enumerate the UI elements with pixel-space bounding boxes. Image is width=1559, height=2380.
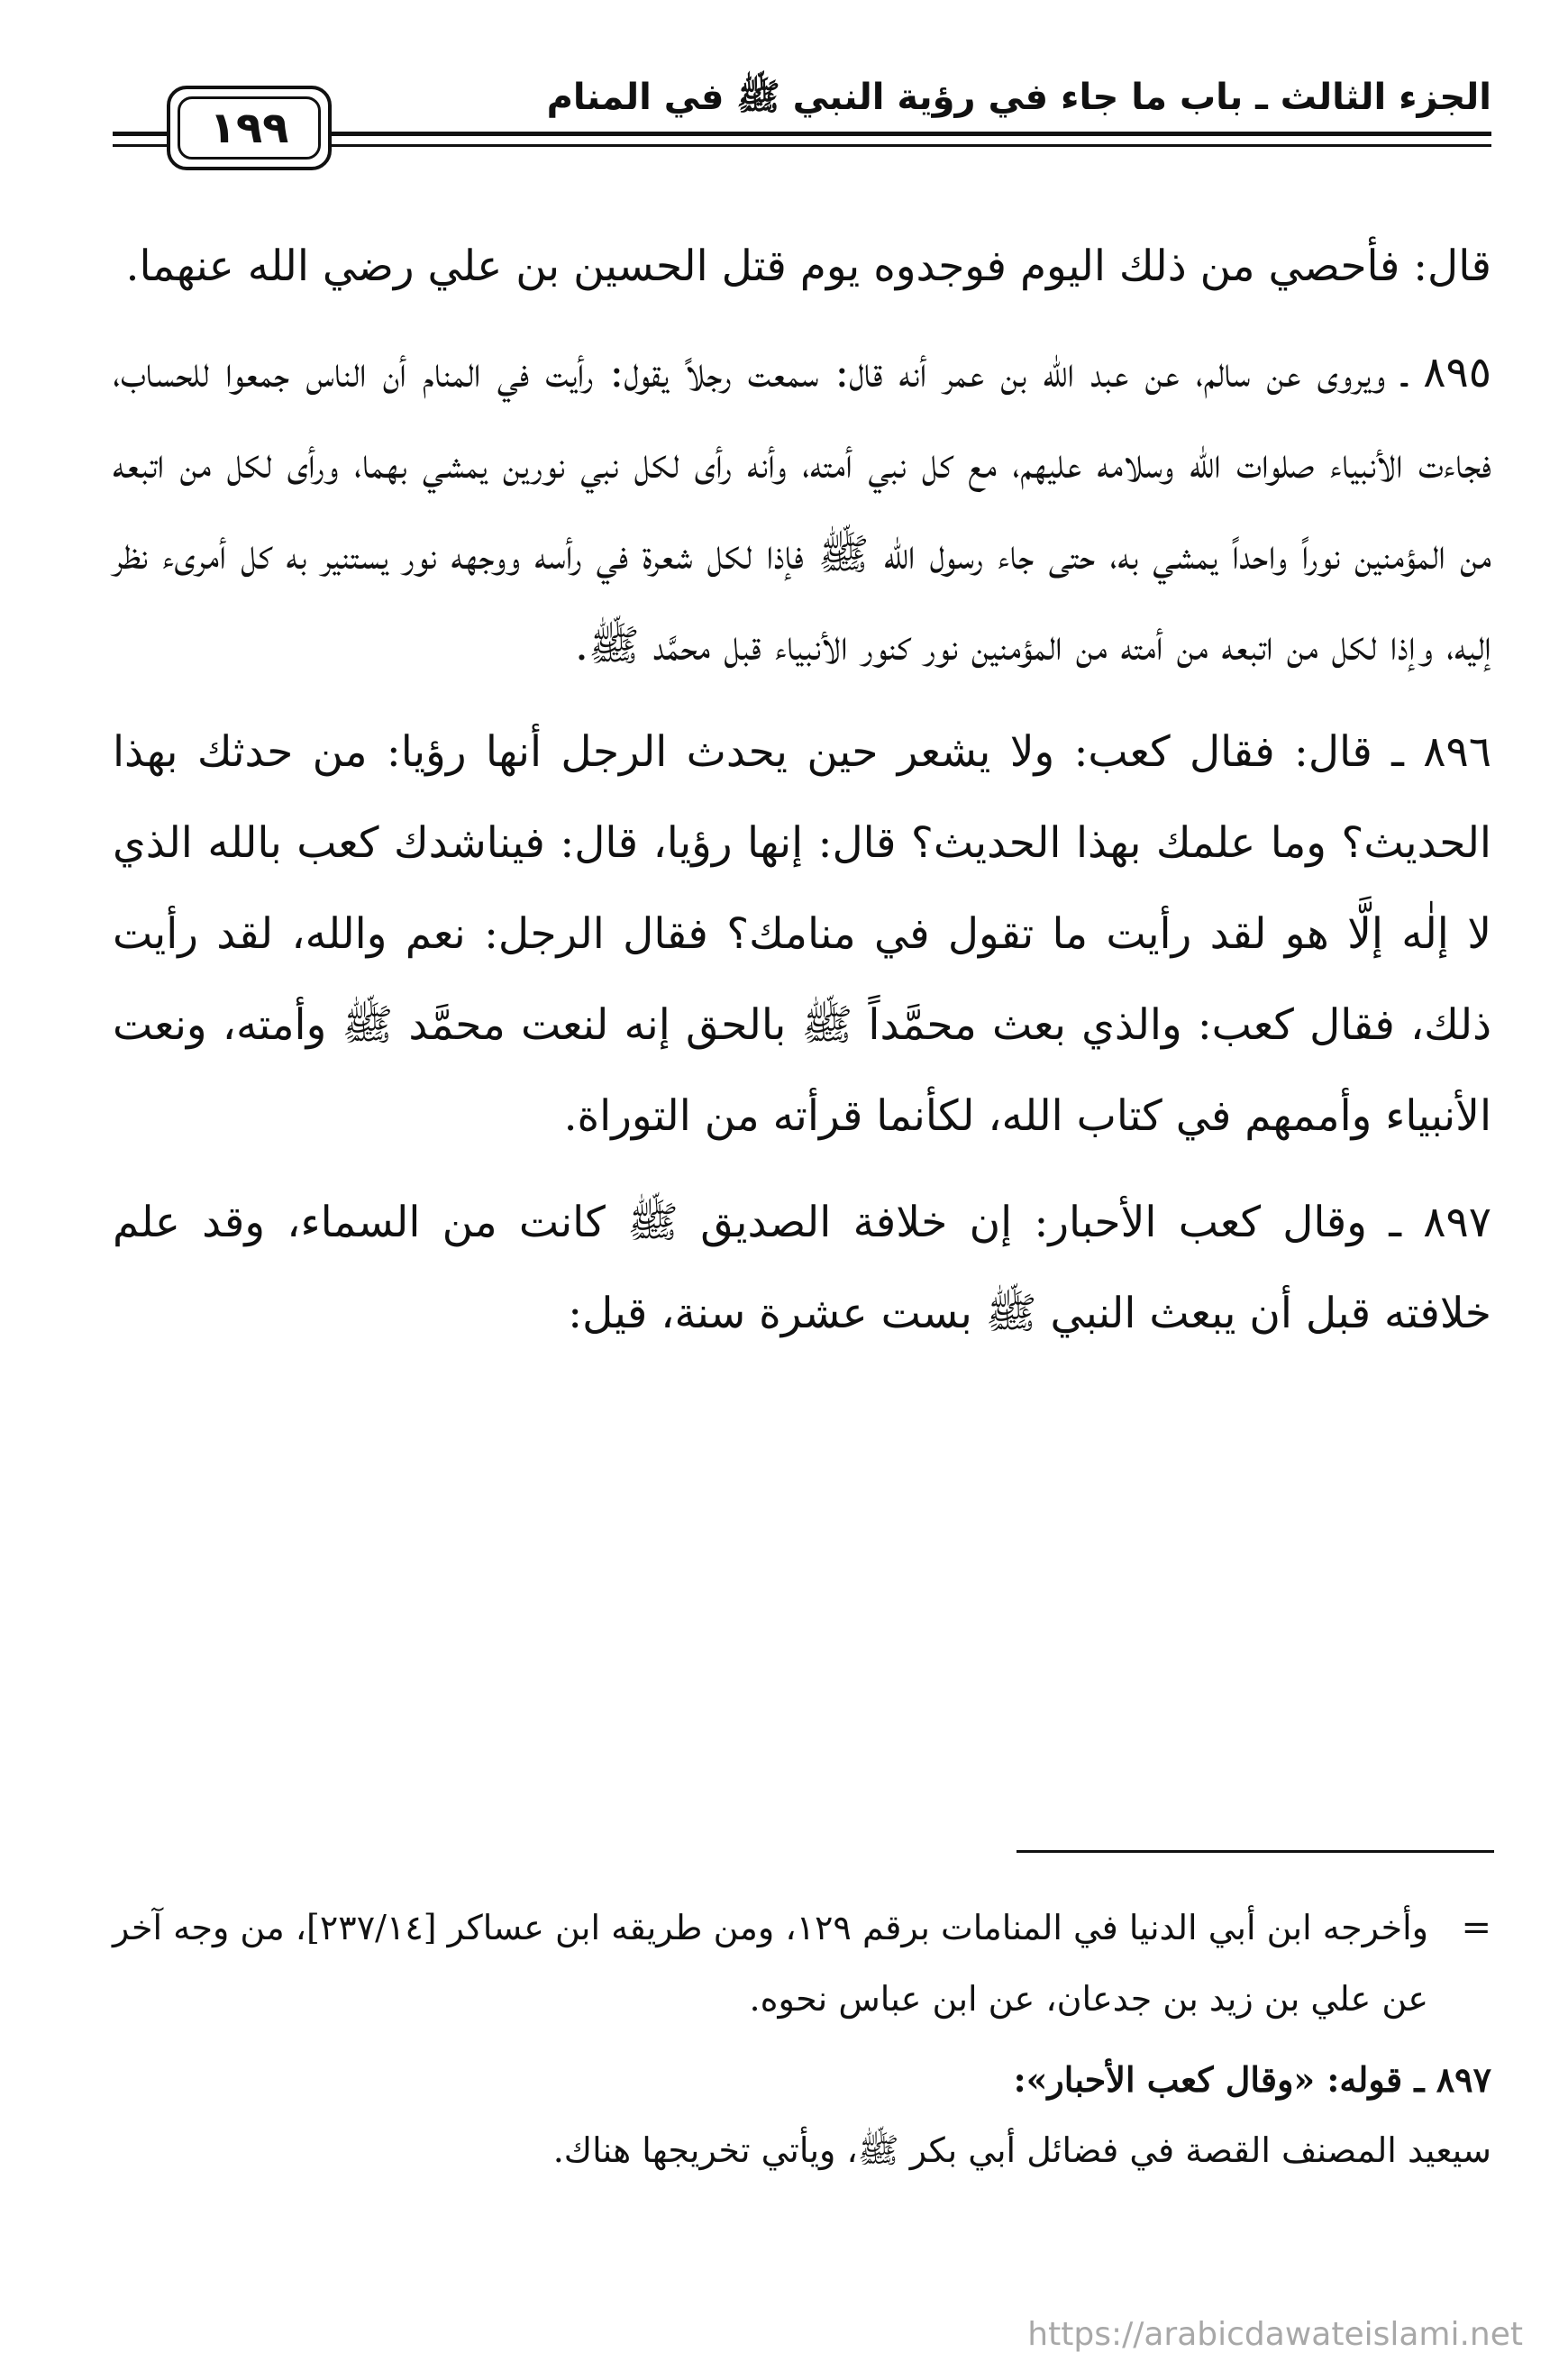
footnote-897-body: سيعيد المصنف القصة في فضائل أبي بكر ﷺ، ويأتي تخريجها هناك. xyxy=(552,2130,1491,2170)
footnote-continuation-text: وأخرجه ابن أبي الدنيا في المنامات برقم ١٢٩، ومن طريقه ابن عساكر [٢٣٧/١٤]، من وجه آخر عن علي بن زيد بن جدعان، عن ابن عباس نحوه. xyxy=(113,1908,1428,2019)
paragraph-895: ٨٩٥ ـ ويروى عن سالم، عن عبد الله بن عمر أنه قال: سمعت رجلاً يقول: رأيت في المنام أن الناس جمعوا للحساب، فجاءت الأنبياء صلوات الله وسلامه عليهم، مع كل نبي أمته، وأنه رأى لكل نبي نورين يمشي بهما، ورأى لكل من اتبعه من المؤمنين نوراً واحداً يمشي به، حتى جاء رسول الله ﷺ فإذا لكل شعرة في رأسه ووجهه نور يستنير به كل أمرىء نظر إليه، وإذا لكل من اتبعه من أمته من المؤمنين نور كنور الأنبياء قبل محمَّد ﷺ. xyxy=(113,348,1491,670)
footnotes xyxy=(113,1892,1491,2186)
paragraph-continuation: قال: فأحصي من ذلك اليوم فوجدوه يوم قتل الحسين بن علي رضي الله عنهما. xyxy=(125,242,1491,291)
page-number: ١٩٩ xyxy=(209,103,289,153)
footnote-897-heading: ٨٩٧ ـ قوله: «وقال كعب الأحبار»: xyxy=(1013,2059,1491,2100)
watermark-url: https://arabicdawateislami.net xyxy=(1027,2316,1523,2353)
page-number-frame-inner xyxy=(178,96,321,160)
paragraph-897: ٨٩٧ ـ وقال كعب الأحبار: إن خلافة الصديق ﷺ كانت من السماء، وقد علم خلافته قبل أن يبعث النبي ﷺ بست عشرة سنة، قيل: xyxy=(113,1198,1491,1338)
paragraph-896: ٨٩٦ ـ قال: فقال كعب: ولا يشعر حين يحدث الرجل أنها رؤيا: من حدثك بهذا الحديث؟ وما علمك بهذا الحديث؟ قال: إنها رؤيا، قال: فيناشدك كعب بالله الذي لا إلٰه إلَّا هو لقد رأيت ما تقول في منامك؟ فقال الرجل: نعم والله، لقد رأيت ذلك، فقال كعب: والذي بعث محمَّداً ﷺ بالحق إنه لنعت محمَّد ﷺ وأمته، ونعت الأنبياء وأممهم في كتاب الله، لكأنما قرأته من التوراة. xyxy=(113,727,1491,1141)
footnote-separator xyxy=(1017,1850,1494,1853)
page-number-frame xyxy=(167,86,332,170)
running-header: الجزء الثالث ـ باب ما جاء في رؤية النبي ﷺ في المنام xyxy=(546,77,1491,118)
footnote-continuation xyxy=(113,1892,1491,2035)
main-text xyxy=(113,221,1491,1359)
footnote-continuation-marker: = xyxy=(1461,1907,1491,1948)
